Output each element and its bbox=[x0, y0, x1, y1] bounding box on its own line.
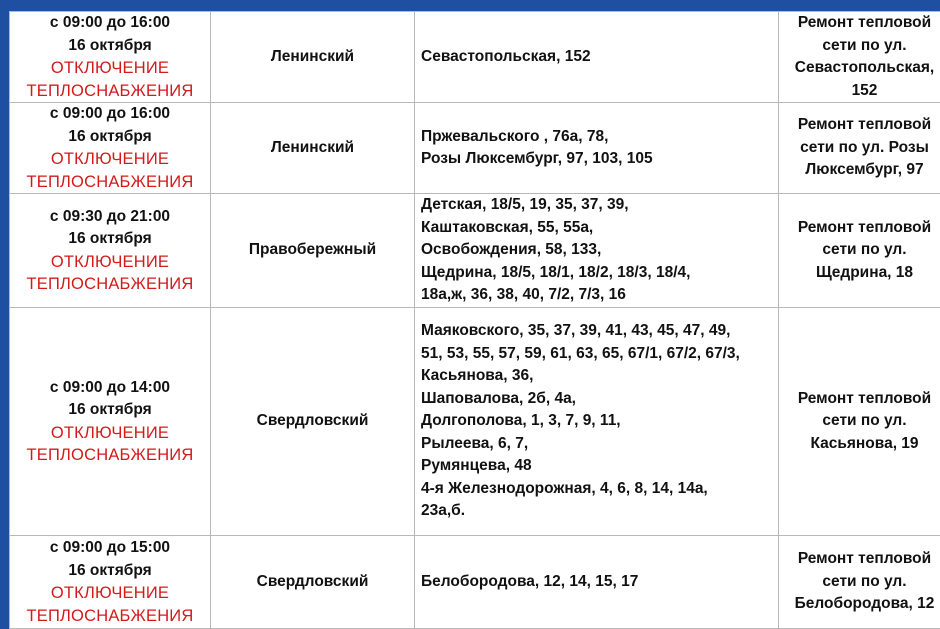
district-cell bbox=[211, 103, 415, 194]
outage-label: ОТКЛЮЧЕНИЕ bbox=[10, 582, 210, 605]
address-line: Белобородова, 12, 14, 15, 17 bbox=[421, 571, 778, 594]
outage-label: ОТКЛЮЧЕНИЕ bbox=[10, 251, 210, 274]
reason-line: сети по ул. bbox=[779, 35, 940, 58]
address-line: 4-я Железнодорожная, 4, 6, 8, 14, 14а, bbox=[421, 478, 778, 501]
address-line: Маяковского, 35, 37, 39, 41, 43, 45, 47, 49, bbox=[421, 320, 778, 343]
district-cell bbox=[211, 308, 415, 536]
reason-line: Люксембург, 97 bbox=[779, 159, 940, 182]
district: Правобережный bbox=[211, 239, 414, 262]
district: Ленинский bbox=[211, 137, 414, 160]
address-line: 23а,б. bbox=[421, 500, 778, 523]
reason-line: Ремонт тепловой bbox=[779, 217, 940, 240]
address-cell bbox=[415, 12, 779, 103]
reason-line: Ремонт тепловой bbox=[779, 548, 940, 571]
reason-line: сети по ул. bbox=[779, 410, 940, 433]
address-line: 51, 53, 55, 57, 59, 61, 63, 65, 67/1, 67/2, 67/3, bbox=[421, 343, 778, 366]
reason-line: Ремонт тепловой bbox=[779, 12, 940, 35]
outage-type: ТЕПЛОСНАБЖЕНИЯ bbox=[10, 80, 210, 103]
district-cell bbox=[211, 536, 415, 629]
time-range: с 09:30 до 21:00 bbox=[10, 206, 210, 229]
address-line: Детская, 18/5, 19, 35, 37, 39, bbox=[421, 194, 778, 217]
table-row bbox=[10, 103, 940, 194]
reason-cell bbox=[779, 536, 940, 629]
address-line: Пржевальского , 76а, 78, bbox=[421, 126, 778, 149]
reason-line: 152 bbox=[779, 80, 940, 103]
reason-cell bbox=[779, 308, 940, 536]
address-line: Шаповалова, 2б, 4а, bbox=[421, 388, 778, 411]
table-row bbox=[10, 308, 940, 536]
date: 16 октября bbox=[10, 35, 210, 58]
district: Свердловский bbox=[211, 571, 414, 594]
date: 16 октября bbox=[10, 126, 210, 149]
reason-line: сети по ул. bbox=[779, 571, 940, 594]
address-line: Щедрина, 18/5, 18/1, 18/2, 18/3, 18/4, bbox=[421, 262, 778, 285]
table-row bbox=[10, 12, 940, 103]
outage-label: ОТКЛЮЧЕНИЕ bbox=[10, 422, 210, 445]
address-cell bbox=[415, 536, 779, 629]
time-range: с 09:00 до 15:00 bbox=[10, 537, 210, 560]
district: Свердловский bbox=[211, 410, 414, 433]
district-cell bbox=[211, 194, 415, 308]
address-line: Рылеева, 6, 7, bbox=[421, 433, 778, 456]
district-cell bbox=[211, 12, 415, 103]
reason-cell bbox=[779, 194, 940, 308]
date: 16 октября bbox=[10, 560, 210, 583]
outage-label: ОТКЛЮЧЕНИЕ bbox=[10, 148, 210, 171]
address-line: Касьянова, 36, bbox=[421, 365, 778, 388]
address-cell bbox=[415, 308, 779, 536]
table-row bbox=[10, 536, 940, 629]
reason-cell bbox=[779, 12, 940, 103]
date: 16 октября bbox=[10, 228, 210, 251]
address-line: Розы Люксембург, 97, 103, 105 bbox=[421, 148, 778, 171]
address-line: Освобождения, 58, 133, bbox=[421, 239, 778, 262]
reason-line: Ремонт тепловой bbox=[779, 114, 940, 137]
reason-cell bbox=[779, 103, 940, 194]
reason-line: Ремонт тепловой bbox=[779, 388, 940, 411]
address-cell bbox=[415, 103, 779, 194]
address-line: Долгополова, 1, 3, 7, 9, 11, bbox=[421, 410, 778, 433]
outage-schedule-table bbox=[9, 11, 940, 629]
outage-type: ТЕПЛОСНАБЖЕНИЯ bbox=[10, 273, 210, 296]
table-row bbox=[10, 194, 940, 308]
time-range: с 09:00 до 14:00 bbox=[10, 377, 210, 400]
time-cell bbox=[10, 194, 211, 308]
time-cell bbox=[10, 308, 211, 536]
reason-line: сети по ул. bbox=[779, 239, 940, 262]
reason-line: Касьянова, 19 bbox=[779, 433, 940, 456]
reason-line: сети по ул. Розы bbox=[779, 137, 940, 160]
outage-type: ТЕПЛОСНАБЖЕНИЯ bbox=[10, 605, 210, 628]
reason-line: Белобородова, 12 bbox=[779, 593, 940, 616]
time-cell bbox=[10, 12, 211, 103]
district: Ленинский bbox=[211, 46, 414, 69]
time-range: с 09:00 до 16:00 bbox=[10, 103, 210, 126]
outage-label: ОТКЛЮЧЕНИЕ bbox=[10, 57, 210, 80]
address-line: Румянцева, 48 bbox=[421, 455, 778, 478]
time-cell bbox=[10, 103, 211, 194]
outage-type: ТЕПЛОСНАБЖЕНИЯ bbox=[10, 171, 210, 194]
date: 16 октября bbox=[10, 399, 210, 422]
address-cell bbox=[415, 194, 779, 308]
time-cell bbox=[10, 536, 211, 629]
address-line: Севастопольская, 152 bbox=[421, 46, 778, 69]
address-line: 18а,ж, 36, 38, 40, 7/2, 7/3, 16 bbox=[421, 284, 778, 307]
address-line: Каштаковская, 55, 55а, bbox=[421, 217, 778, 240]
time-range: с 09:00 до 16:00 bbox=[10, 12, 210, 35]
reason-line: Севастопольская, bbox=[779, 57, 940, 80]
outage-type: ТЕПЛОСНАБЖЕНИЯ bbox=[10, 444, 210, 467]
reason-line: Щедрина, 18 bbox=[779, 262, 940, 285]
